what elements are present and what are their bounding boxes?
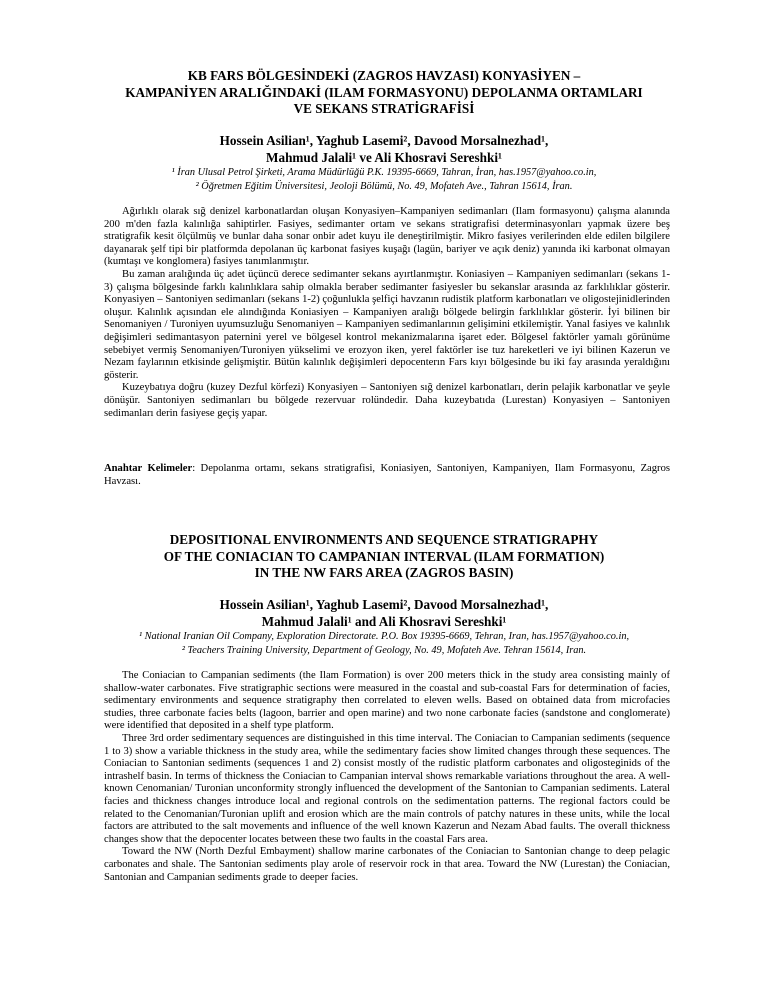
english-abstract	[104, 670, 670, 884]
abstract-paragraph: Ağırlıklı olarak sığ denizel karbonatlardan oluşan Konyasiyen–Kampaniyen sedimanları (Ilam formasyonu) çalışma alanında 200 m'den fazla kalınlığa sahiptirler. Fasiyes, sedimanter ortam ve sekans stratigrafisi determinasyonları yapmak üzere beş stratigrafik kesit ölçülmüş ve bunlar daha sonar onbir adet kuyu ile deneştirilmiştir. Mikro fasiyes verilerinden elde edilen bilgilere dayanarak şelf tipi bir platformda depolanan üç karbonat fasiyes kuşağı (lagün, bariyer ve açık deniz) yanında iki karbonat olmayan (kumtaşı ve konglomera) fasiyes tanımlanmıştır.	[104, 206, 670, 268]
turkish-affiliations	[40, 166, 728, 193]
turkish-keywords	[104, 463, 670, 488]
author-line: Hossein Asilian¹, Yaghub Lasemi², Davood Morsalnezhad¹,	[219, 597, 549, 612]
keywords-text: : Depolanma ortamı, sekans stratigrafisi, Koniasiyen, Santoniyen, Kampaniyen, Ilam Formasyonu, Zagros Havzası.	[104, 463, 670, 487]
turkish-title	[60, 68, 708, 118]
keywords-label: Anahtar Kelimeler	[104, 463, 193, 474]
abstract-paragraph: Kuzeybatıya doğru (kuzey Dezful körfezi) Konyasiyen – Santoniyen sığ denizel karbonatları, derin pelajik karbonatlar ve şeyle dönüşür. Santoniyen sedimanları bu bölgede rezervuar rolündedir. Daha kuzeybatıda (Lurestan) Konyasiyen – Santoniyen sedimanları derin fasiyese geçiş yapar.	[104, 382, 670, 419]
affiliation-line: ² Öğretmen Eğitim Üniversitesi, Jeoloji Bölümü, No. 49, Mofateh Ave., Tahran 15614, İran.	[195, 180, 573, 192]
affiliation-line: ¹ National Iranian Oil Company, Exploration Directorate. P.O. Box 19395-6669, Tehran, Iran, has.1957@yahoo.co.in,	[138, 631, 630, 642]
turkish-authors	[60, 133, 708, 166]
title-line: KB FARS BÖLGESİNDEKİ (ZAGROS HAVZASI) KONYASİYEN –	[187, 68, 581, 83]
author-line: Mahmud Jalali¹ ve Ali Khosravi Sereshki¹	[266, 149, 502, 165]
abstract-paragraph: Toward the NW (North Dezful Embayment) shallow marine carbonates of the Coniacian to Santonian change to deep pelagic carbonates and shale. The Santonian sediments play arole of reservoir rock in that area. Toward the NW (Lurestan) the Coniacian, Santonian and Campanian sediments grade to deeper facies.	[104, 846, 670, 883]
affiliation-line: ¹ İran Ulusal Petrol Şirketi, Arama Müdürlüğü P.K. 19395-6669, Tahran, İran, has.1957@yahoo.co.in,	[171, 167, 597, 178]
author-line: Mahmud Jalali¹ and Ali Khosravi Sereshki¹	[261, 613, 507, 629]
abstract-paragraph: Three 3rd order sedimentary sequences are distinguished in this time interval. The Coniacian to Campanian sediments (sequence 1 to 3) show a variable thickness in the study area, while the sedimentary facies show limited changes through these sequences. The Coniacian to Santonian sediments (sequences 1 and 2) consist mostly of the rudistic platform carbonates and oligosteginids of the intrashelf basin. In terms of thickness the Coniacian to Campanian interval shows remarkable variations throughout the area. A well-known Cenomanian/ Turonian unconformity strongly influenced the development of the Santonian to Campanian sediments. Lateral facies and thickness changes introduce local and regional controls on the sedimentation patterns. The regional factors could be related to the Cenomanian/Turonian uplift and erosion which are the main controls of patchy natures in these units, while the local factors are attributed to the salt movements and influence of the well known Kazerun and Nezam Abad faults. The overall thickness changes show that the depocenter locates between these two faults in the coastal Fars area.	[104, 732, 670, 845]
affiliation-line: ² Teachers Training University, Department of Geology, No. 49, Mofateh Ave. Tehran 15614, Iran.	[181, 644, 587, 656]
title-line: VE SEKANS STRATİGRAFİSİ	[293, 101, 475, 116]
english-title	[60, 532, 708, 582]
title-line: KAMPANİYEN ARALIĞINDAKİ (ILAM FORMASYONU) DEPOLANMA ORTAMLARI	[125, 84, 643, 100]
abstract-paragraph: Bu zaman aralığında üç adet üçüncü derece sedimanter sekans ayırtlanmıştır. Koniasiyen – Kampaniyen sedimanları (sekans 1-3) çalışma bölgesinde farklı kalınlıklara sahip olmakla beraber sedimanter fasiyesler bu sekanslar arasında az farklılıklar gösterir. Konyasiyen – Santoniyen sedimanları (sekans 1-2) çoğunlukla şelfiçi havzanın rudistik platform karbonatları ve oligostejinidlerinden oluşur. Kalınlık açısından ele alındığında Koniasiyen – Kampaniyen aralığı bölgede belirgin farklılıklar gösterir. İyi bilinen bir Senomaniyen / Turoniyen uyumsuzluğu Senomaniyen – Kampaniyen sedimanlarının gelişimini etkilemiştir. Yanal fasiyes ve kalınlık değişimleri sedimantasyon paternini yerel ve bölgesel kontrol mekanizmalarına işaret eder. Bölgesel faktörler yamalı görünüme sebebiyet vermiş Senomaniyen/Turoniyen yükselimi ve erozyon iken, yerel faktörler ise tuz hareketleri ve iyi bilinen Kazerun ve Nezam faylarının etkisinde gelişmiştir. Bütün kalınlık değişimleri depocenterın Fars kıyı bölgesinde bu iki fay arasında yeraldığını gösterir.	[104, 268, 670, 381]
english-authors	[60, 597, 708, 630]
author-line: Hossein Asilian¹, Yaghub Lasemi², Davood Morsalnezhad¹,	[219, 133, 549, 148]
turkish-abstract	[104, 206, 670, 420]
title-line: OF THE CONIACIAN TO CAMPANIAN INTERVAL (ILAM FORMATION)	[163, 548, 605, 564]
abstract-paragraph: The Coniacian to Campanian sediments (the Ilam Formation) is over 200 meters thick in the study area consisting mainly of shallow-water carbonates. Five stratigraphic sections were measured in the coastal and sub-coastal Fars for determination of facies, sedimentary environments and sequence stratigraphy then correlated to eleven wells. Based on obtained data from microfacies studies, three carbonate facies belts (lagoon, barrier and open marine) and two none carbonate facies (sandstone and conglomerate) were identified that deposited in a shelf type platform.	[104, 670, 670, 732]
title-line: IN THE NW FARS AREA (ZAGROS BASIN)	[254, 565, 514, 580]
english-affiliations	[40, 630, 728, 657]
title-line: DEPOSITIONAL ENVIRONMENTS AND SEQUENCE STRATIGRAPHY	[169, 532, 599, 547]
